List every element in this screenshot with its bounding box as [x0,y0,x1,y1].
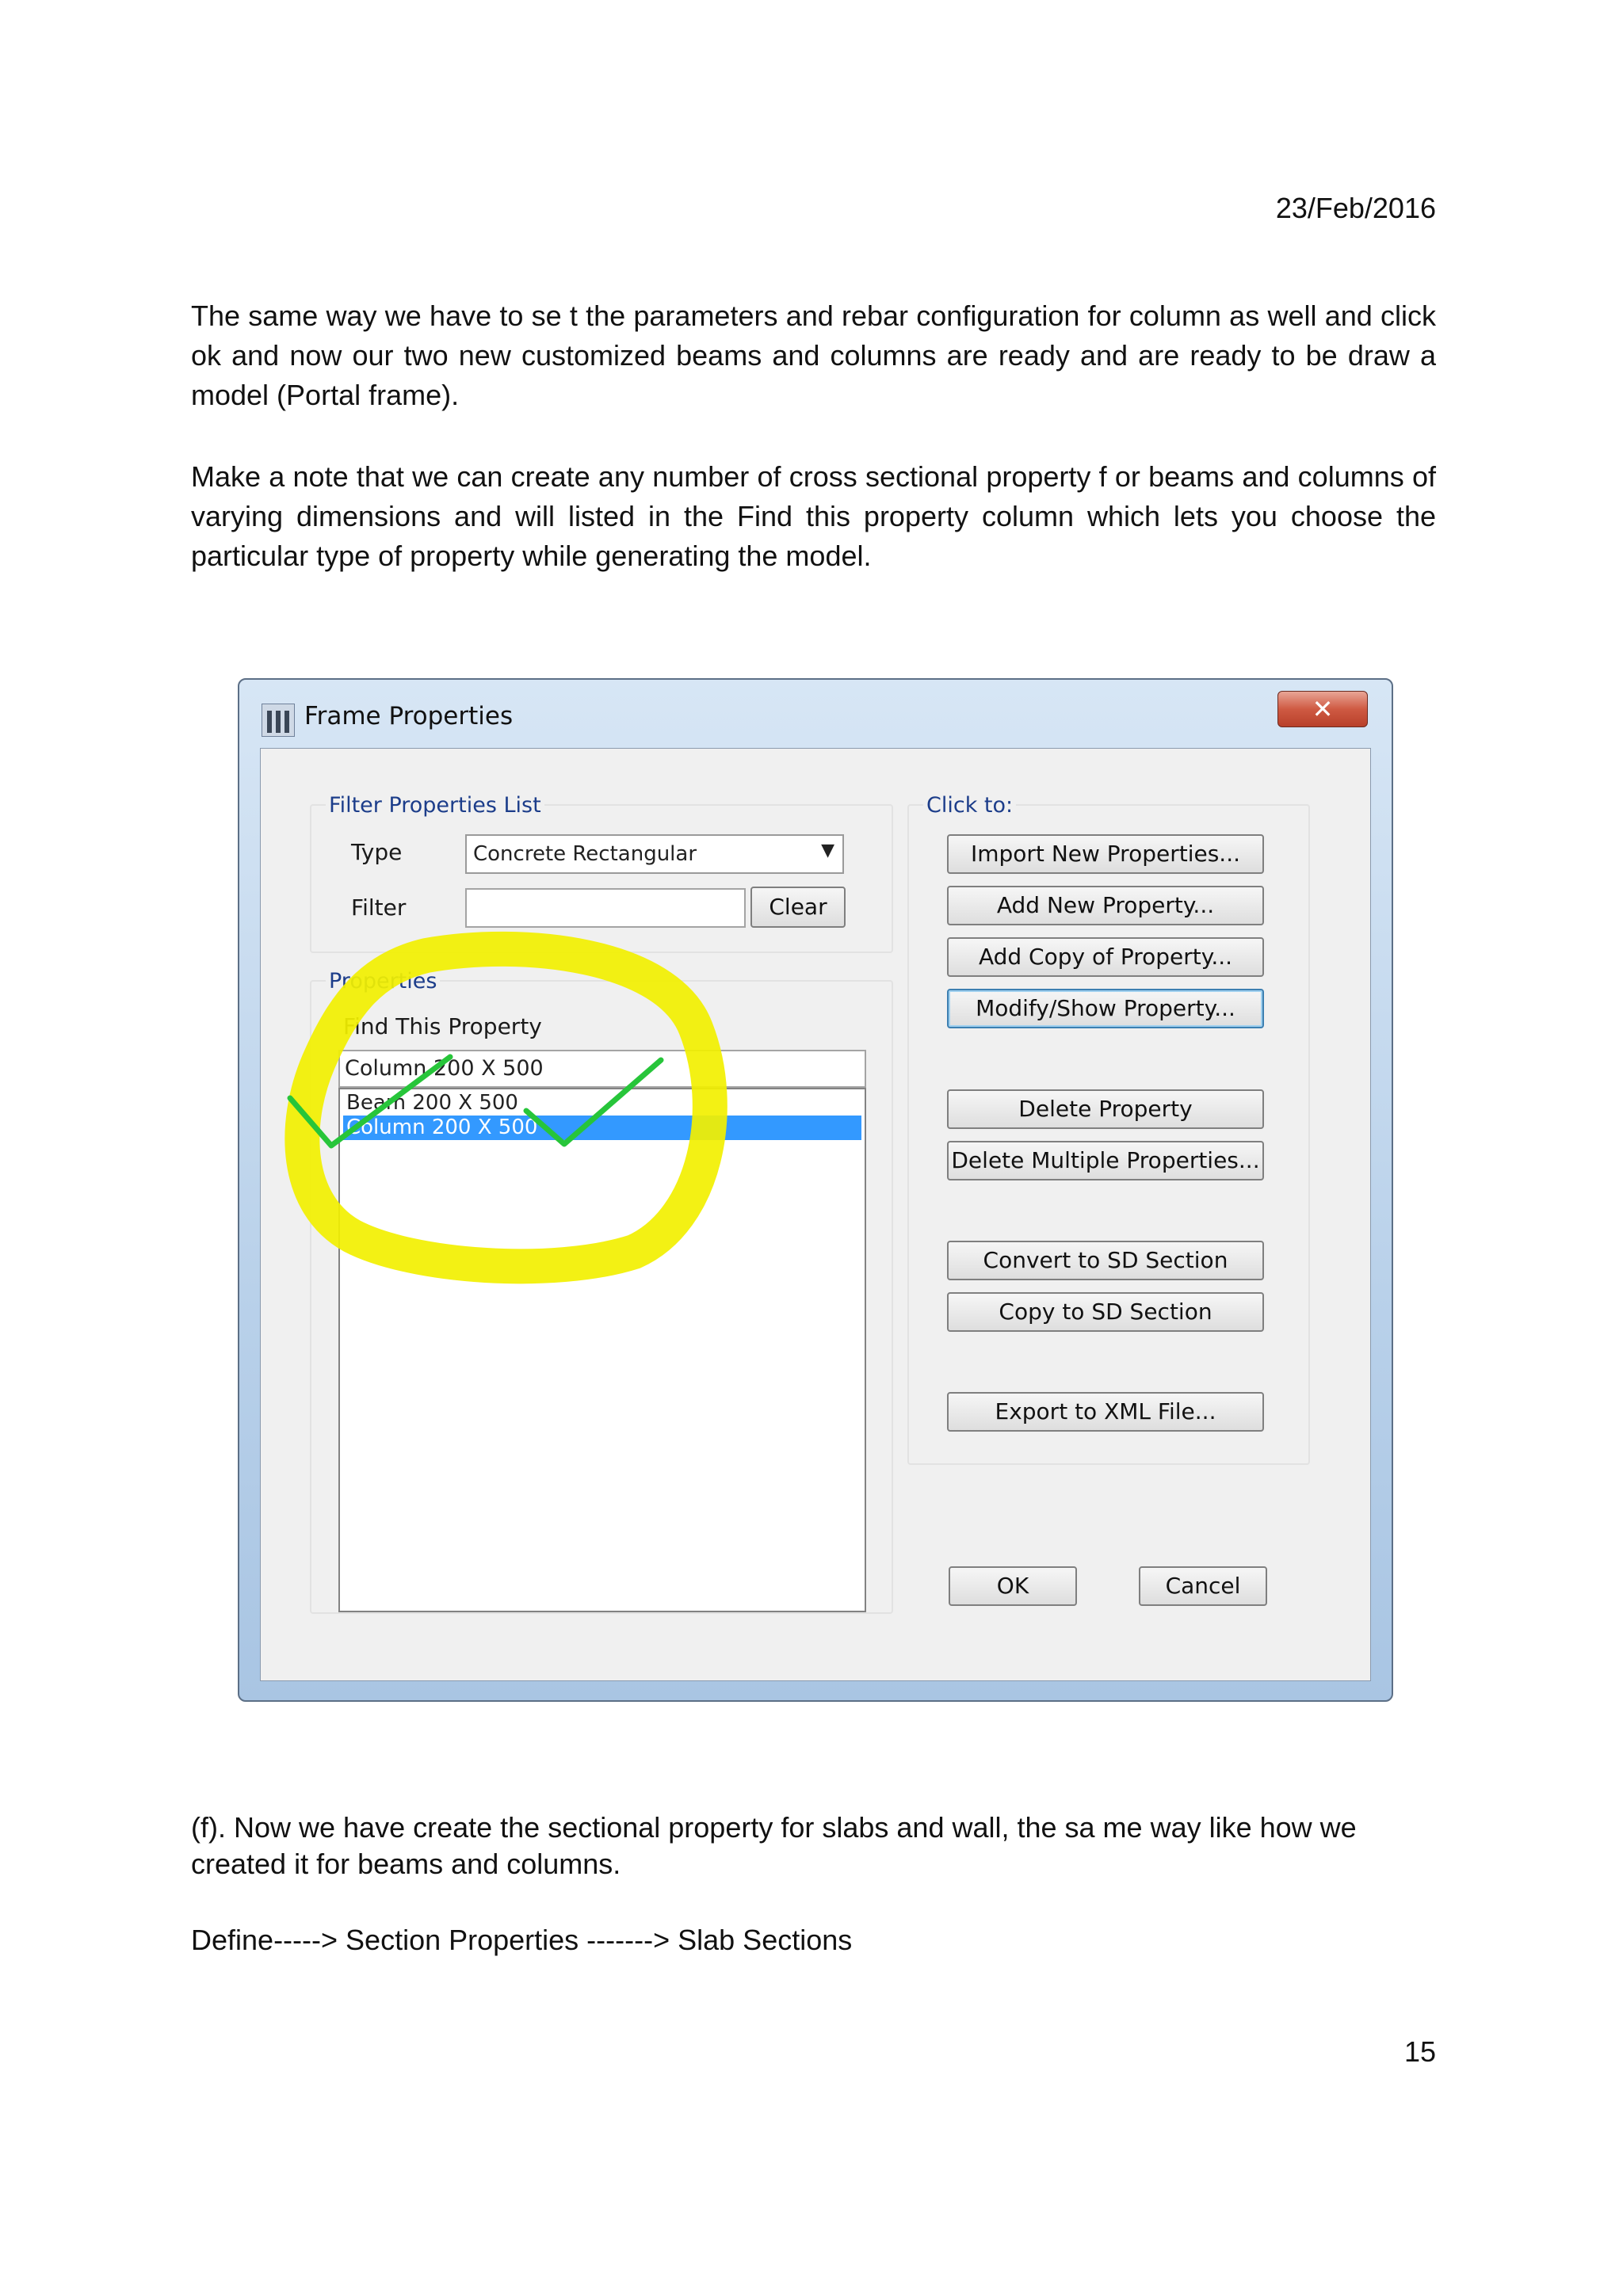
document-date: 23/Feb/2016 [1275,192,1436,224]
import-new-properties-button[interactable]: Import New Properties... [947,834,1264,874]
find-property-value: Column 200 X 500 [345,1056,544,1081]
page-number: 15 [1403,2035,1436,2068]
properties-list[interactable] [338,1088,866,1612]
menu-path-slab-sections: Define-----> Section Properties -------> Slab Sections [191,1924,853,1956]
properties-group [310,969,893,1614]
dialog-client-area [260,748,1371,1681]
type-select-value: Concrete Rectangular [473,842,697,866]
clear-button[interactable]: Clear [750,887,846,928]
properties-legend: Properties [326,969,440,994]
export-to-xml-button[interactable]: Export to XML File... [947,1392,1264,1432]
paragraph-column-parameters: The same way we have to se t the parameters and rebar configuration for column as well and click ok and now our two new customized beams and columns are ready and are ready to be draw a model (Portal frame). [191,299,1436,411]
type-select[interactable] [465,834,844,874]
filter-properties-legend: Filter Properties List [326,793,544,818]
filter-properties-group [310,793,893,953]
frame-properties-icon [262,704,295,737]
chevron-down-icon[interactable]: ▼ [821,841,834,860]
click-to-group [907,793,1310,1465]
dialog-title: Frame Properties [304,702,514,730]
add-new-property-button[interactable]: Add New Property... [947,886,1264,925]
paragraph-slab-wall-note: (f). Now we have create the sectional property for slabs and wall, the sa me way like how we created it for beams and columns. [191,1811,1357,1880]
ok-button[interactable]: OK [949,1566,1077,1606]
cancel-button[interactable]: Cancel [1139,1566,1267,1606]
click-to-legend: Click to: [923,793,1016,818]
close-button[interactable]: ✕ [1277,691,1368,727]
convert-to-sd-section-button[interactable]: Convert to SD Section [947,1241,1264,1280]
filter-input[interactable] [465,888,746,928]
modify-show-property-button[interactable]: Modify/Show Property... [947,989,1264,1028]
find-property-label: Find This Property [343,1013,542,1039]
add-copy-of-property-button[interactable]: Add Copy of Property... [947,937,1264,977]
paragraph-cross-section-note: Make a note that we can create any number of cross sectional property f or beams and columns of varying dimensions and will listed in the Find this property column which lets you choose the particular type of property while generating the model. [191,460,1436,572]
list-item-selected[interactable]: Column 200 X 500 [343,1116,861,1140]
copy-to-sd-section-button[interactable]: Copy to SD Section [947,1292,1264,1332]
frame-properties-dialog [238,678,1393,1702]
delete-multiple-properties-button[interactable]: Delete Multiple Properties... [947,1141,1264,1180]
type-label: Type [351,839,403,865]
delete-property-button[interactable]: Delete Property [947,1089,1264,1129]
list-item[interactable]: Beam 200 X 500 [346,1091,518,1115]
filter-label: Filter [351,894,407,921]
find-property-input[interactable] [338,1050,866,1088]
